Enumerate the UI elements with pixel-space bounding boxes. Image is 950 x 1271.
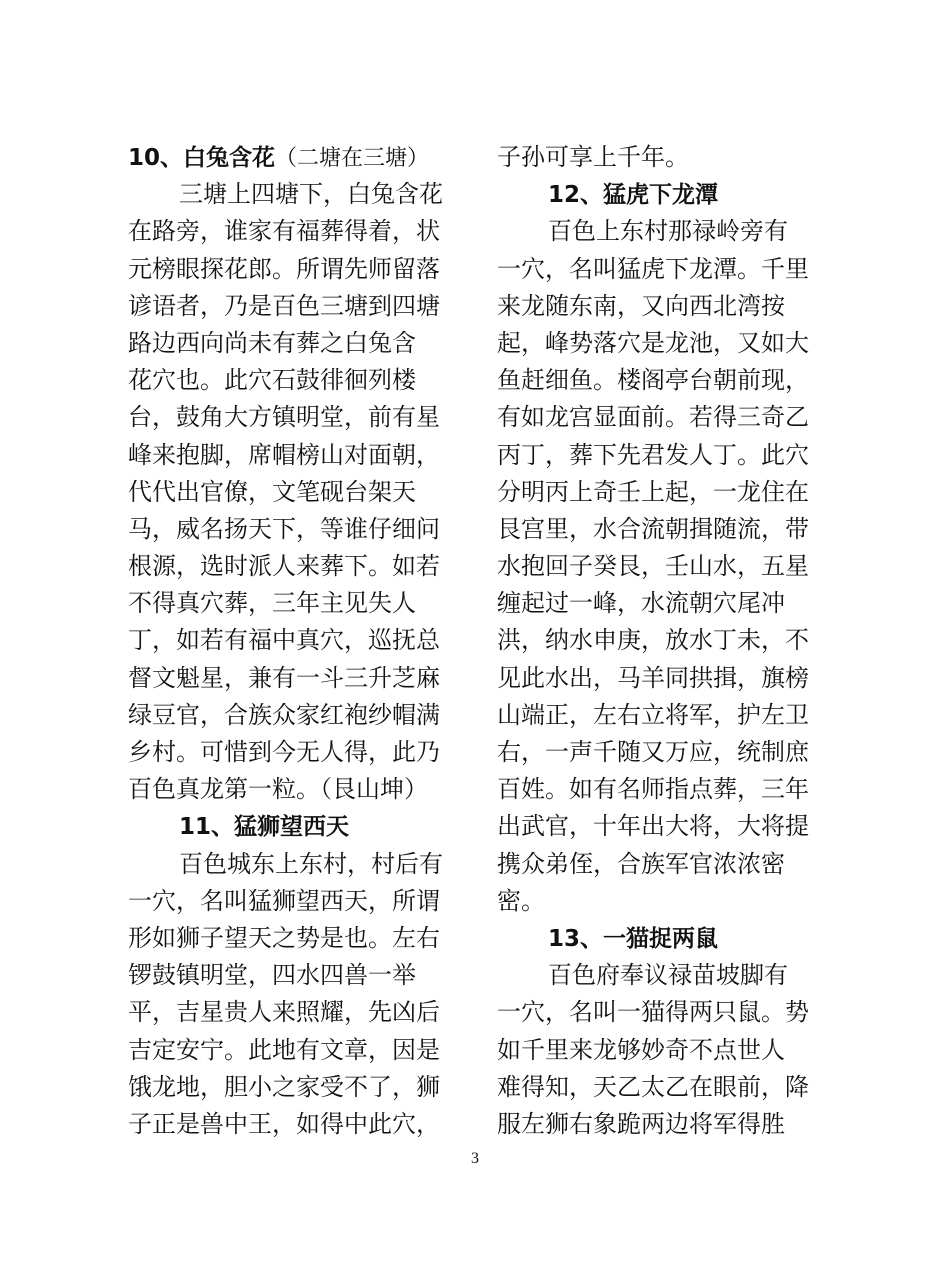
paragraph-line: 起，峰势落穴是龙池，又如大 — [497, 328, 809, 357]
paragraph-line: 一穴，名叫一猫得两只鼠。势 — [497, 998, 809, 1027]
paragraph-line: 锣鼓镇明堂，四水四兽一举 — [128, 961, 416, 990]
paragraph-line: 峰来抱脚，席帽榜山对面朝， — [128, 440, 440, 469]
paragraph-line: 代代出官僚，文笔砚台架天 — [128, 477, 416, 506]
paragraph-line: 分明丙上奇壬上起，一龙住在 — [497, 477, 809, 506]
paragraph-line: 见此水出，马羊同拱揖，旗榜 — [497, 663, 809, 692]
paragraph-line: 绿豆官，合族众家红袍纱帽满 — [128, 700, 440, 729]
paragraph-line: 平，吉星贵人来照耀，先凶后 — [128, 998, 440, 1027]
paragraph-line: 山端正，左右立将军，护左卫 — [497, 700, 809, 729]
paragraph-line: 乡村。可惜到今无人得，此乃 — [128, 738, 440, 766]
paragraph-line: 丙丁，葬下先君发人丁。此穴 — [497, 440, 809, 469]
section-heading: 11、猛狮望西天 — [179, 814, 350, 841]
paragraph-line: 百色上东村那禄岭旁有 — [548, 217, 788, 246]
section-heading: 10、白兔含花 — [128, 145, 276, 171]
left-column — [128, 139, 468, 1143]
paragraph-line: 难得知，天乙太乙在眼前，降 — [497, 1072, 809, 1101]
section-12-heading-line — [497, 176, 837, 213]
section-subheading: （二塘在三塘） — [275, 146, 430, 171]
section-heading: 12、猛虎下龙潭 — [548, 182, 719, 209]
paragraph-line: 出武官，十年出大将，大将提 — [497, 812, 809, 841]
section-13-heading-line — [497, 920, 837, 957]
paragraph-line: 在路旁，谁家有福葬得着，状 — [128, 217, 440, 246]
paragraph-line: 花穴也。此穴石鼓徘徊列楼 — [128, 366, 416, 395]
paragraph-line: 马，威名扬天下，等谁仔细问 — [128, 514, 440, 543]
paragraph-line: 有如龙宫显面前。若得三奇乙 — [497, 403, 809, 432]
paragraph-line: 服左狮右象跪两边将军得胜 — [497, 1109, 785, 1138]
paragraph-line: 艮宫里，水合流朝揖随流，带 — [497, 514, 809, 543]
paragraph-line: 来龙随东南，又向西北湾按 — [497, 291, 785, 320]
paragraph-line: 吉定安宁。此地有文章，因是 — [128, 1035, 440, 1064]
paragraph-line: 携众弟侄，合族军官浓浓密 — [497, 849, 785, 878]
paragraph-line: 路边西向尚未有葬之白兔含 — [128, 328, 416, 357]
paragraph-line: 谚语者，乃是百色三塘到四塘 — [128, 291, 440, 320]
paragraph-line: 百色府奉议禄苗坡脚有 — [548, 961, 788, 990]
paragraph-line: 百色城东上东村，村后有 — [179, 849, 443, 878]
section-11-heading-line — [128, 808, 468, 845]
section-10-heading-line — [128, 139, 468, 176]
paragraph-line: 丁，如若有福中真穴，巡抚总 — [128, 626, 440, 655]
paragraph-line: 督文魁星，兼有一斗三升芝麻 — [128, 663, 440, 692]
paragraph-line: 密。 — [497, 886, 545, 915]
right-column — [497, 139, 837, 1143]
paragraph-line: 子正是兽中王，如得中此穴， — [128, 1109, 440, 1138]
section-heading: 13、一猫捉两鼠 — [548, 925, 719, 952]
paragraph-line: 百姓。如有名师指点葬，三年 — [497, 775, 809, 804]
paragraph-line: 如千里来龙够妙奇不点世人 — [497, 1035, 785, 1064]
paragraph-line: 一穴，名叫猛虎下龙潭。千里 — [497, 254, 809, 283]
page-number: 3 — [471, 1150, 479, 1167]
paragraph-line: 子孙可享上千年。 — [497, 143, 689, 171]
paragraph-line: 百色真龙第一粒。（艮山坤） — [128, 775, 428, 804]
paragraph-line: 根源，选时派人来葬下。如若 — [128, 552, 440, 581]
paragraph-line: 水抱回子癸艮，壬山水，五星 — [497, 552, 809, 581]
paragraph-line: 不得真穴葬，三年主见失人 — [128, 589, 416, 618]
paragraph-line: 鱼赶细鱼。楼阁亭台朝前现， — [497, 366, 809, 395]
paragraph-line: 一穴，名叫猛狮望西天，所谓 — [128, 886, 440, 915]
paragraph-line: 缠起过一峰，水流朝穴尾冲 — [497, 589, 785, 618]
paragraph-line: 右，一声千随又万应，统制庶 — [497, 738, 809, 766]
paragraph-line: 三塘上四塘下，白兔含花 — [179, 180, 443, 209]
paragraph-line: 台，鼓角大方镇明堂，前有星 — [128, 403, 440, 432]
paragraph-line: 元榜眼探花郎。所谓先师留落 — [128, 254, 440, 283]
paragraph-line: 饿龙地，胆小之家受不了，狮 — [128, 1072, 440, 1101]
paragraph-line: 形如狮子望天之势是也。左右 — [128, 923, 440, 952]
paragraph-line: 洪，纳水申庚，放水丁未，不 — [497, 626, 809, 655]
